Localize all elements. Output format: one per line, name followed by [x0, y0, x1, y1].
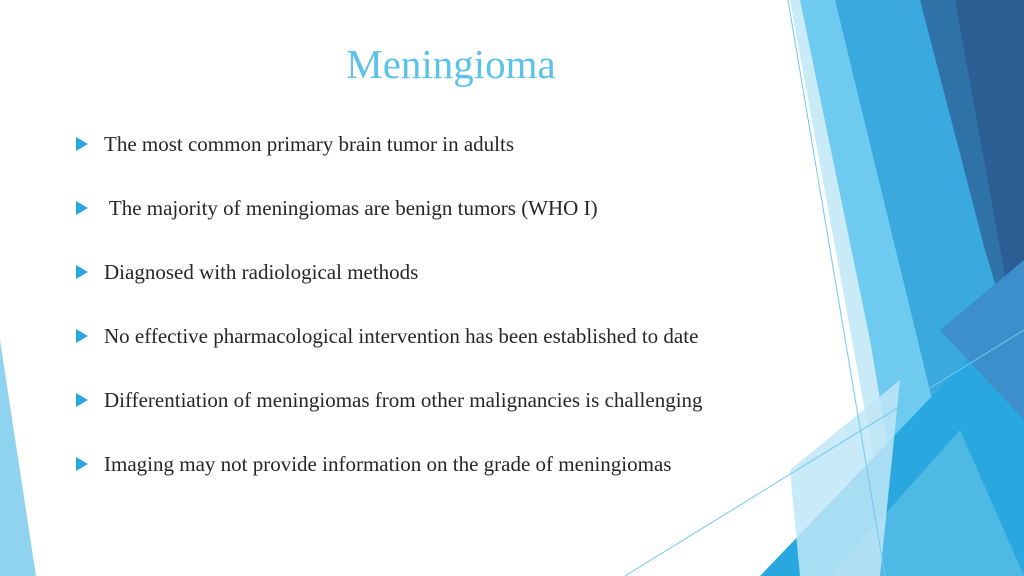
- bullet-arrow-icon: [76, 393, 88, 407]
- bullet-arrow-icon: [76, 201, 88, 215]
- bullet-text: The majority of meningiomas are benign tumors (WHO I): [104, 195, 598, 220]
- bullet-text: No effective pharmacological intervention has been established to date: [104, 323, 699, 348]
- bullet-text: Diagnosed with radiological methods: [104, 259, 419, 284]
- bullet-arrow-icon: [76, 265, 88, 279]
- bullet-item: [76, 304, 703, 368]
- bullet-arrow-icon: [76, 137, 88, 151]
- bullet-item: [76, 368, 703, 432]
- bullet-item: [76, 176, 703, 240]
- bullet-item: [76, 432, 703, 496]
- bullet-arrow-icon: [76, 329, 88, 343]
- slide-title: Meningioma: [346, 41, 556, 87]
- bullet-arrow-icon: [76, 457, 88, 471]
- bullet-text: The most common primary brain tumor in adults: [104, 131, 515, 156]
- bullet-item: [76, 240, 703, 304]
- bullet-list: [76, 112, 703, 496]
- bullet-text: Differentiation of meningiomas from other malignancies is challenging: [104, 387, 703, 412]
- left-edge-shape: [0, 340, 36, 576]
- bullet-text: Imaging may not provide information on the grade of meningiomas: [104, 451, 672, 476]
- bullet-item: [76, 112, 703, 176]
